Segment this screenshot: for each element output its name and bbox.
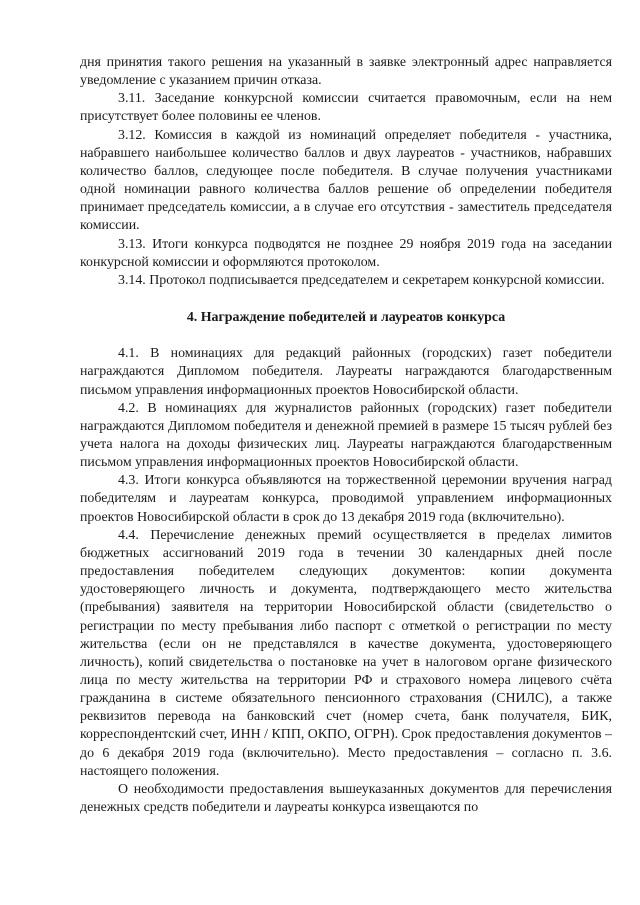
spacer <box>80 290 612 309</box>
paragraph-3-14: 3.14. Протокол подписывается председателем и секретарем конкурсной комиссии. <box>118 272 605 288</box>
paragraph-continuation: дня принятия такого решения на указанный в заявке электронный адрес направляется уведомление с указанием причин отказа. <box>80 55 612 89</box>
section-heading: 4. Награждение победителей и лауреатов конкурса <box>186 310 506 326</box>
paragraph-3-11: 3.11. Заседание конкурсной комиссии считается правомочным, если на нем присутствует более половины ее членов. <box>80 91 612 125</box>
paragraph-4-4: 4.4. Перечисление денежных премий осуществляется в пределах лимитов бюджетных ассигнований 2019 года в течении 30 календарных дней после предоставления победителем следующих документов: копии документа удостоверяющего личность и документа, подтверждающего место жительства (пребывания) заявителя на территории Новосибирской области (свидетельство о регистрации по месту пребывания либо паспорт с отметкой о регистрации по месту жительства (если он не представлялся в качестве документа, удостоверяющего личность), копий свидетельства о постановке на учет в налоговом органе физического лица по месту жительства на территории РФ и страхового номера лицевого счёта гражданина в системе обязательного пенсионного страхования (СНИЛС), а также реквизитов перевода на банковский счет (номер счета, банк получателя, БИК, корреспондентский счет, ИНН / КПП, ОКПО, ОГРН). Срок предоставления документов – до 6 декабря 2019 года (включительно). Место предоставления – согласно п. 3.6. настоящего положения. <box>80 527 612 779</box>
paragraph-4-2: 4.2. В номинациях для журналистов районных (городских) газет победители награждаются Дипломом победителя и денежной премией в размере 15 тысяч рублей без учета налога на доходы физических лиц. Лауреаты награждаются благодарственным письмом управления информационных проектов Новосибирской области. <box>80 400 612 471</box>
spacer <box>80 327 612 345</box>
paragraph-4-3: 4.3. Итоги конкурса объявляются на торжественной церемонии вручения наград победителям и лауреатам конкурса, проводимой управлением информационных проектов Новосибирской области в срок до 13 декабря 2019 года (включительно). <box>80 473 612 525</box>
paragraph-final: О необходимости предоставления вышеуказанных документов для перечисления денежных средств победители и лауреаты конкурса извещаются по <box>80 781 612 816</box>
paragraph-3-12: 3.12. Комиссия в каждой из номинаций определяет победителя - участника, набравшего наибольшее количество баллов и двух лауреатов - участников, набравших количество баллов, следующее после победителя. В случае получения участниками одной номинации равного количества баллов решение об определении победителя принимает председатель комиссии, а в случае его отсутствия - заместитель председателя комиссии. <box>80 127 612 234</box>
paragraph-3-13: 3.13. Итоги конкурса подводятся не позднее 29 ноября 2019 года на заседании конкурсной комиссии и оформляются протоколом. <box>80 236 612 270</box>
paragraph-4-1: 4.1. В номинациях для редакций районных (городских) газет победители награждаются Дипломом победителя. Лауреаты награждаются благодарственным письмом управления информационных проектов Новосибирской области. <box>80 346 612 398</box>
document-page <box>80 54 612 817</box>
